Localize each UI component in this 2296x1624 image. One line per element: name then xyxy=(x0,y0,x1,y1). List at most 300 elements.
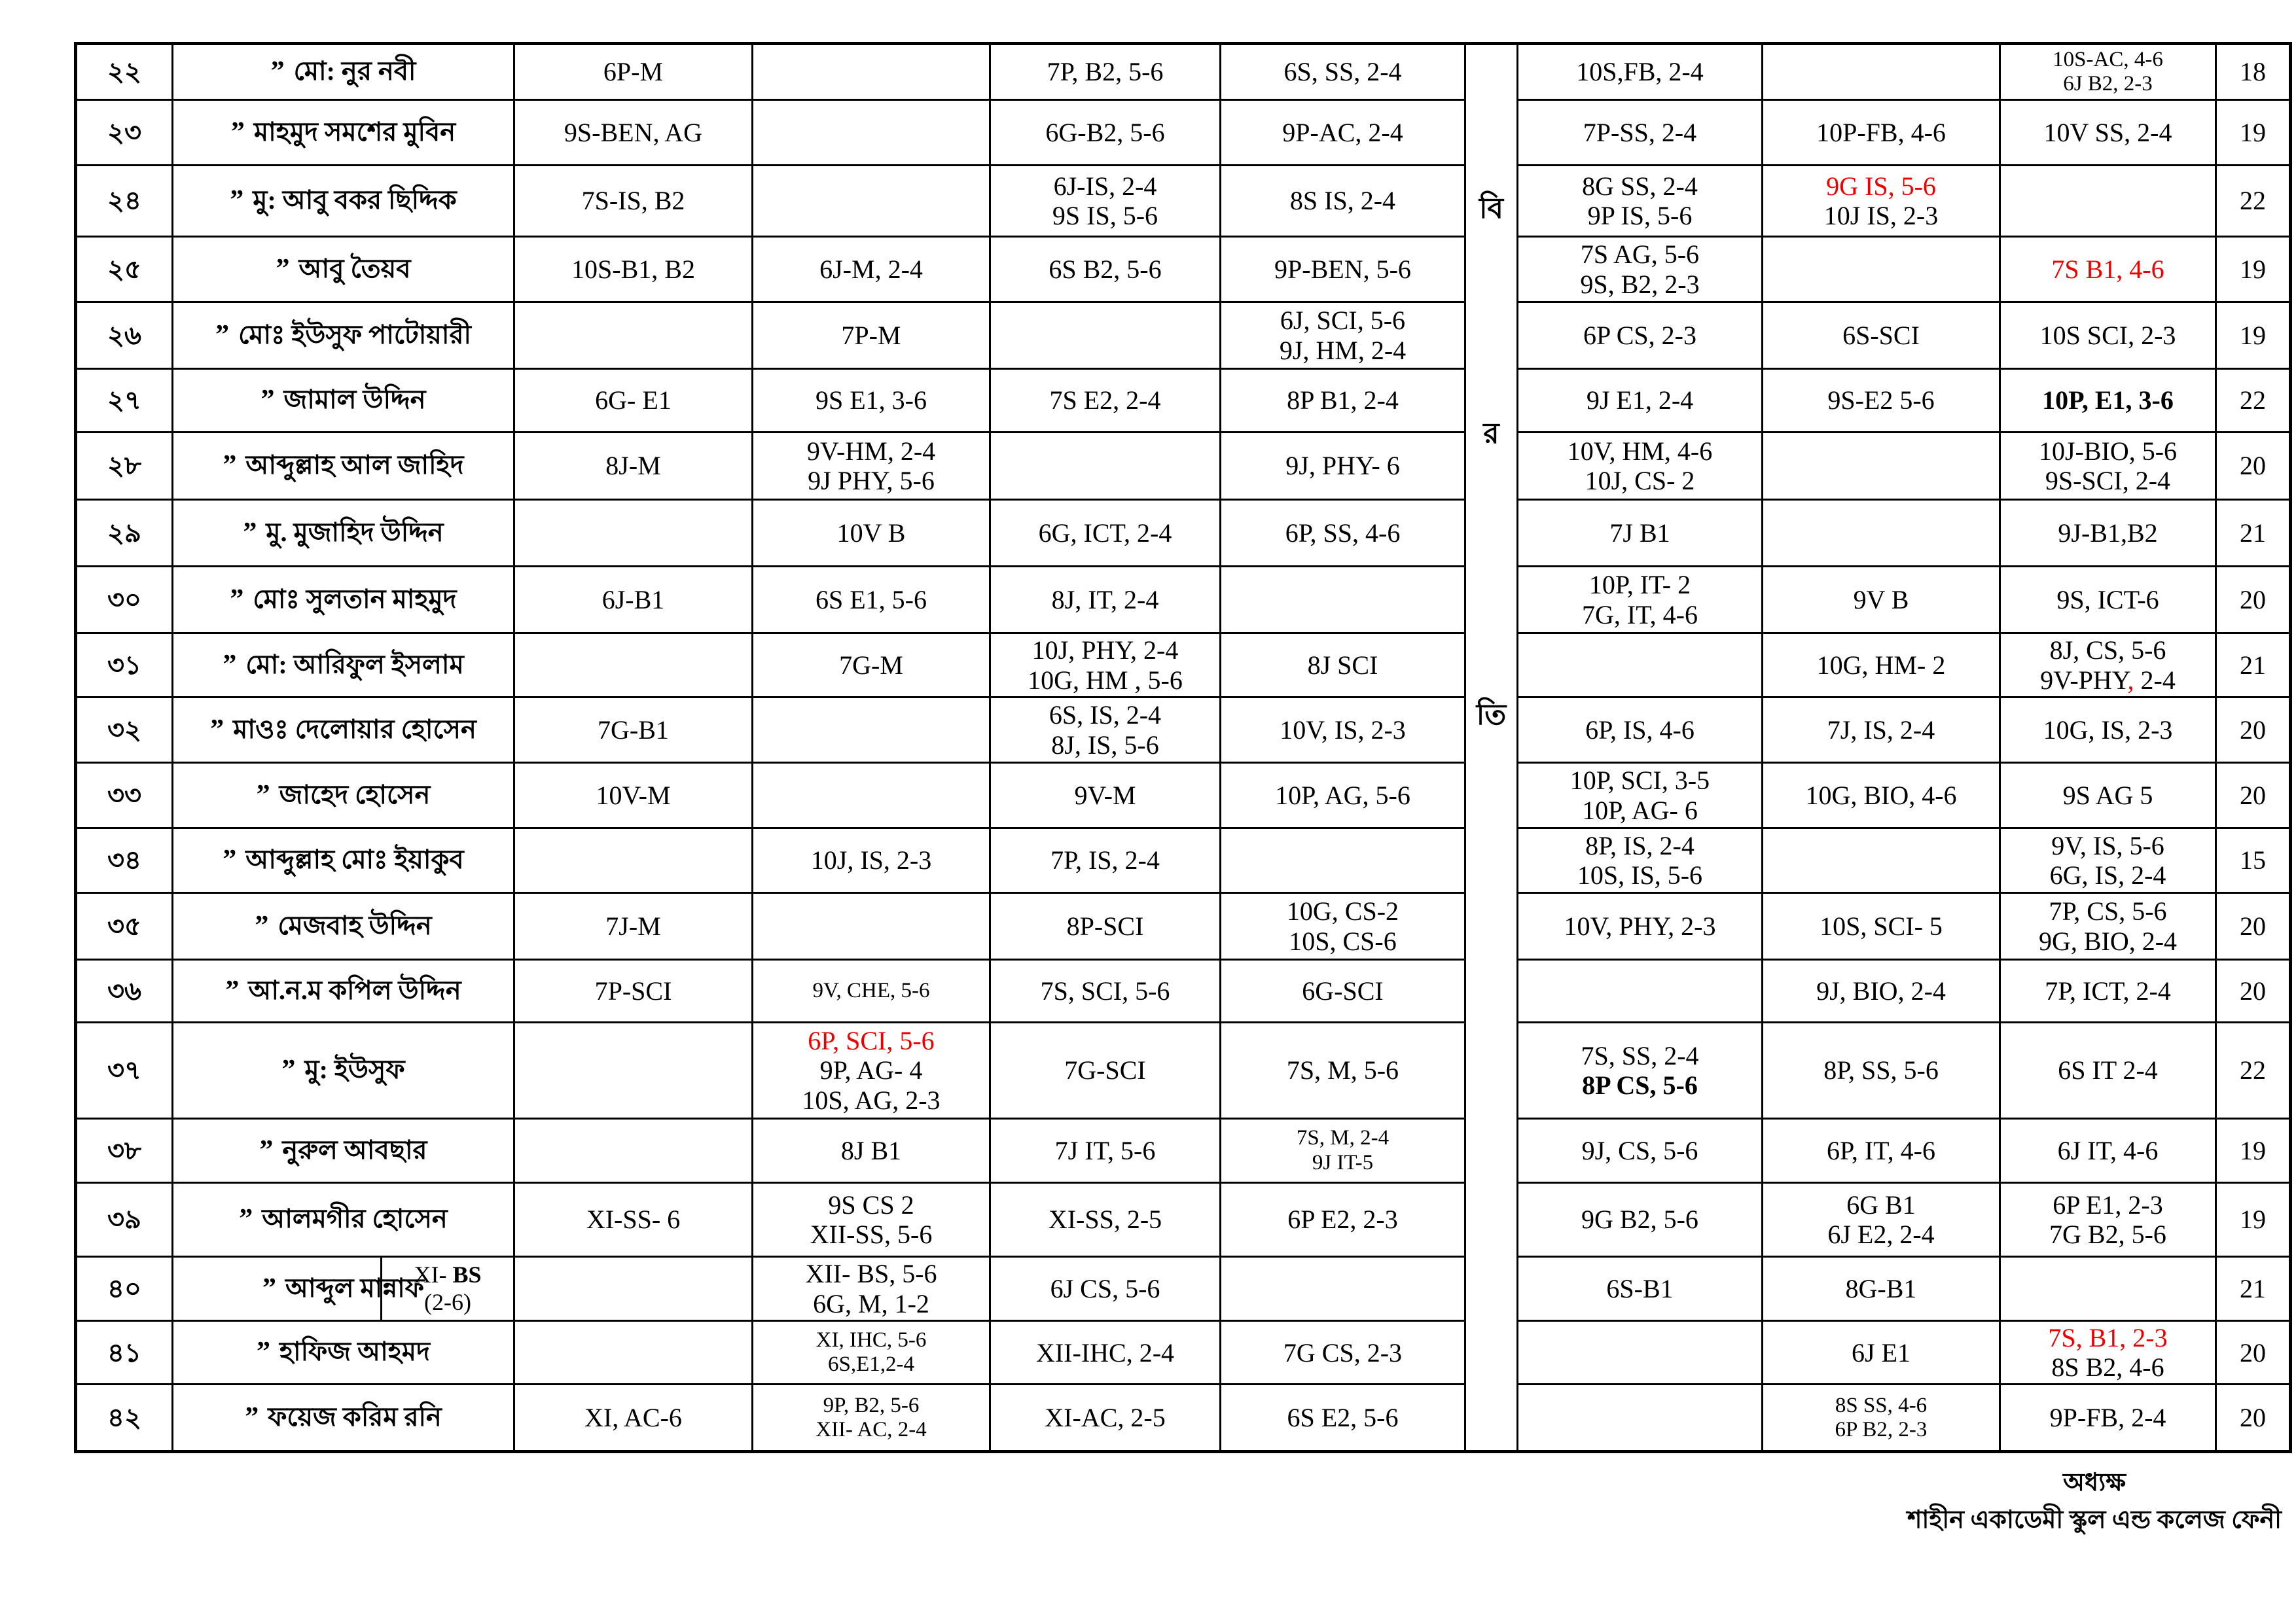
name-subcell xyxy=(380,1258,513,1320)
teacher-name-cell xyxy=(173,960,514,1023)
schedule-line xyxy=(995,781,1215,810)
schedule-line xyxy=(757,1136,985,1165)
schedule-text: 7P-SCI xyxy=(594,976,672,1006)
schedule-cell-c9 xyxy=(1763,237,2000,302)
schedule-cell-c10 xyxy=(2000,237,2216,302)
schedule-cell-c10 xyxy=(2000,1183,2216,1257)
teacher-name: নুরুল আবছার xyxy=(282,1135,427,1165)
schedule-cell-c10 xyxy=(2000,1257,2216,1321)
teacher-name-cell xyxy=(173,697,514,763)
teacher-name: আলমগীর হোসেন xyxy=(262,1204,448,1234)
schedule-cell-c4 xyxy=(753,1257,990,1321)
schedule-text: 6G, ICT, 2-4 xyxy=(1038,518,1172,548)
schedule-cell-c3 xyxy=(514,432,753,500)
schedule-line xyxy=(1522,239,1757,269)
schedule-line xyxy=(1225,976,1460,1006)
serial-cell: ৩০ xyxy=(76,567,173,633)
schedule-line xyxy=(424,1289,471,1316)
schedule-cell-c9 xyxy=(1763,828,2000,893)
schedule-cell-c6 xyxy=(1221,1023,1465,1119)
schedule-line xyxy=(1225,1151,1460,1175)
serial-cell: ২৪ xyxy=(76,166,173,237)
schedule-cell-c4 xyxy=(753,697,990,763)
schedule-cell-c6 xyxy=(1221,1119,1465,1183)
schedule-text: 8P B1, 2-4 xyxy=(1287,385,1399,415)
schedule-text: 9V, CHE, 5-6 xyxy=(812,978,930,1002)
schedule-line xyxy=(757,845,985,875)
schedule-line xyxy=(1225,781,1460,810)
schedule-text: 10S-B1, B2 xyxy=(571,254,695,284)
schedule-line xyxy=(995,118,1215,147)
schedule-cell-c9 xyxy=(1763,763,2000,828)
schedule-cell-c3 xyxy=(514,1183,753,1257)
schedule-cell-c5 xyxy=(990,432,1221,500)
schedule-text: 9S E1, 3-6 xyxy=(816,385,927,415)
schedule-line xyxy=(1522,831,1757,860)
schedule-text: 9S-BEN, AG xyxy=(564,117,703,147)
schedule-text: 6P, SCI, 5-6 xyxy=(808,1026,935,1056)
schedule-cell-c6 xyxy=(1221,237,1465,302)
schedule-cell-c3 xyxy=(514,302,753,369)
break-letter: র xyxy=(1483,417,1499,450)
schedule-cell-c5 xyxy=(990,1321,1221,1385)
serial-cell: ৩৮ xyxy=(76,1119,173,1183)
schedule-text: 9G, BIO, 2-4 xyxy=(2038,926,2178,956)
ditto-mark: ” xyxy=(225,975,240,1006)
schedule-cell-c4 xyxy=(753,44,990,100)
schedule-cell-c10 xyxy=(2000,1385,2216,1452)
schedule-text: 8G-B1 xyxy=(1845,1273,1917,1303)
schedule-cell-c4 xyxy=(753,1023,990,1119)
serial-cell: ২২ xyxy=(76,44,173,100)
schedule-text: 8J B1 xyxy=(840,1135,902,1165)
schedule-line xyxy=(757,385,985,415)
schedule-cell-c10 xyxy=(2000,1119,2216,1183)
teacher-name: আ.ন.ম কপিল উদ্দিন xyxy=(248,975,461,1005)
schedule-cell-c3 xyxy=(514,1385,753,1452)
school-name: শাহীন একাডেমী স্কুল এন্ড কলেজ ফেনী xyxy=(1907,1506,2282,1534)
schedule-cell-c10 xyxy=(2000,633,2216,697)
schedule-line xyxy=(519,976,747,1006)
schedule-text: 7P, CS, 5-6 xyxy=(2049,896,2167,927)
schedule-cell-c4 xyxy=(753,166,990,237)
schedule-text: XI-AC, 2-5 xyxy=(1045,1403,1166,1433)
schedule-cell-c9 xyxy=(1763,893,2000,960)
schedule-line xyxy=(1767,781,1995,810)
schedule-text: 7S, B1, 2-3 xyxy=(2048,1323,2168,1352)
schedule-text: 6J, SCI, 5-6 xyxy=(1280,306,1406,336)
schedule-cell-c4 xyxy=(753,1119,990,1183)
teacher-name: মো: নুর নবী xyxy=(293,56,416,86)
schedule-text: 2-4 xyxy=(2134,665,2176,695)
schedule-line xyxy=(757,1352,985,1377)
schedule-cell-c6 xyxy=(1221,432,1465,500)
schedule-line xyxy=(1767,1190,1995,1220)
schedule-cell-c9 xyxy=(1763,1321,2000,1385)
schedule-cell-c5 xyxy=(990,828,1221,893)
schedule-line xyxy=(995,385,1215,415)
schedule-cell-c9 xyxy=(1763,500,2000,567)
schedule-cell-c4 xyxy=(753,500,990,567)
schedule-text: 6G-SCI xyxy=(1302,976,1384,1006)
schedule-cell-c9 xyxy=(1763,369,2000,432)
table-row xyxy=(76,1183,2291,1257)
schedule-line xyxy=(995,1403,1215,1432)
serial-cell: ৩৯ xyxy=(76,1183,173,1257)
schedule-line xyxy=(2005,255,2211,284)
schedule-cell-c8 xyxy=(1518,432,1763,500)
schedule-text: 10G, IS, 2-3 xyxy=(2043,715,2173,745)
schedule-cell-c9 xyxy=(1763,1183,2000,1257)
schedule-text: 9V, IS, 5-6 xyxy=(2051,830,2164,860)
schedule-text: 10V B xyxy=(836,518,906,548)
break-letter: বি xyxy=(1479,192,1504,225)
serial-cell: ৩৭ xyxy=(76,1023,173,1119)
table-row xyxy=(76,432,2291,500)
schedule-line xyxy=(1225,57,1460,86)
schedule-text: 7J B1 xyxy=(1609,518,1670,548)
schedule-text: XI-SS, 2-5 xyxy=(1048,1205,1162,1235)
schedule-text: 6S-SCI xyxy=(1842,320,1920,350)
total-periods-cell: 20 xyxy=(2216,567,2291,633)
schedule-cell-c6 xyxy=(1221,44,1465,100)
schedule-cell-c10 xyxy=(2000,100,2216,166)
schedule-text: 6P E2, 2-3 xyxy=(1287,1205,1398,1235)
schedule-line xyxy=(1522,1041,1757,1070)
schedule-cell-c3 xyxy=(514,44,753,100)
table-row xyxy=(76,893,2291,960)
schedule-cell-c3 xyxy=(514,567,753,633)
principal-title: অধ্যক্ষ xyxy=(2062,1469,2126,1496)
schedule-line xyxy=(2005,896,2211,926)
schedule-line xyxy=(1522,466,1757,495)
ditto-mark: ” xyxy=(243,517,257,548)
schedule-text: 9S-SCI, 2-4 xyxy=(2045,466,2171,495)
schedule-cell-c10 xyxy=(2000,1321,2216,1385)
schedule-line xyxy=(1767,585,1995,614)
schedule-line xyxy=(1767,1136,1995,1165)
schedule-line xyxy=(757,255,985,284)
schedule-text: 7S, SCI, 5-6 xyxy=(1040,976,1170,1006)
schedule-line xyxy=(1225,927,1460,956)
schedule-cell-c6 xyxy=(1221,763,1465,828)
schedule-text: 7S, SS, 2-4 xyxy=(1581,1040,1699,1070)
schedule-text: XI-SS- 6 xyxy=(586,1205,681,1235)
schedule-line xyxy=(1225,650,1460,680)
schedule-cell-c6 xyxy=(1221,633,1465,697)
schedule-line xyxy=(1767,1055,1995,1085)
table-row xyxy=(76,633,2291,697)
schedule-line xyxy=(1522,57,1757,86)
schedule-line xyxy=(1225,896,1460,926)
schedule-cell-c9 xyxy=(1763,1385,2000,1452)
schedule-line xyxy=(2005,665,2211,695)
schedule-line xyxy=(1767,1220,1995,1249)
schedule-line xyxy=(1767,201,1995,230)
serial-cell: ৩১ xyxy=(76,633,173,697)
schedule-line xyxy=(995,976,1215,1006)
ditto-mark: ” xyxy=(281,1055,296,1086)
schedule-text: 7S, M, 2-4 xyxy=(1296,1126,1390,1150)
schedule-line xyxy=(519,715,747,745)
schedule-text: 8S IS, 2-4 xyxy=(1289,186,1396,216)
teacher-name: মোঃ সুলতান মাহমুদ xyxy=(253,584,457,614)
schedule-text: 9V-HM, 2-4 xyxy=(806,436,936,466)
teacher-name: মু: ইউসুফ xyxy=(304,1055,405,1085)
schedule-text: 6P, IT, 4-6 xyxy=(1827,1135,1935,1165)
schedule-text: 9J, HM, 2-4 xyxy=(1279,335,1407,365)
total-periods-cell: 20 xyxy=(2216,960,2291,1023)
serial-cell: ৩২ xyxy=(76,697,173,763)
schedule-text: 9S, B2, 2-3 xyxy=(1580,269,1700,299)
schedule-text: 6G- E1 xyxy=(595,385,672,415)
schedule-cell-c5 xyxy=(990,100,1221,166)
schedule-text: 10J-BIO, 5-6 xyxy=(2038,436,2178,466)
schedule-cell-c10 xyxy=(2000,1023,2216,1119)
schedule-cell-c6 xyxy=(1221,960,1465,1023)
schedule-line xyxy=(995,845,1215,875)
schedule-line xyxy=(995,518,1215,548)
teacher-name: হাফিজ আহমদ xyxy=(279,1337,430,1367)
schedule-line xyxy=(2005,48,2211,72)
schedule-line xyxy=(995,57,1215,86)
schedule-line xyxy=(2005,1055,2211,1085)
schedule-cell-c10 xyxy=(2000,697,2216,763)
schedule-line xyxy=(2005,118,2211,147)
schedule-text: XI- xyxy=(414,1262,453,1288)
schedule-text: 10V, PHY, 2-3 xyxy=(1564,911,1716,941)
schedule-cell-c5 xyxy=(990,960,1221,1023)
schedule-line xyxy=(2005,1403,2211,1432)
ditto-mark: ” xyxy=(255,910,269,941)
schedule-text: 6S E1, 5-6 xyxy=(816,584,927,614)
schedule-text: 10S, CS-6 xyxy=(1289,926,1397,956)
schedule-cell-c3 xyxy=(514,697,753,763)
schedule-line xyxy=(2005,1190,2211,1220)
schedule-line xyxy=(1522,321,1757,350)
schedule-text: 10S-AC, 4-6 xyxy=(2053,47,2163,71)
total-periods-cell: 22 xyxy=(2216,369,2291,432)
schedule-cell-c5 xyxy=(990,1119,1221,1183)
schedule-text: 9J PHY, 5-6 xyxy=(808,466,935,495)
schedule-text: 8G SS, 2-4 xyxy=(1582,171,1698,201)
schedule-line xyxy=(2005,1323,2211,1352)
total-periods-cell: 19 xyxy=(2216,302,2291,369)
ditto-mark: ” xyxy=(230,584,244,614)
serial-cell: ৪২ xyxy=(76,1385,173,1452)
schedule-text: 8P, IS, 2-4 xyxy=(1585,830,1695,860)
ditto-mark: ” xyxy=(270,56,285,87)
schedule-cell-c5 xyxy=(990,500,1221,567)
schedule-text: 9V B xyxy=(1853,584,1909,614)
teacher-name-cell xyxy=(173,1119,514,1183)
teacher-name: মো: আরিফুল ইসলাম xyxy=(245,649,464,679)
schedule-cell-c10 xyxy=(2000,960,2216,1023)
schedule-cell-c6 xyxy=(1221,1183,1465,1257)
schedule-line xyxy=(1767,118,1995,147)
teacher-name: মাওঃ দেলোয়ার হোসেন xyxy=(233,714,476,744)
schedule-line xyxy=(1522,118,1757,147)
schedule-text: 7S AG, 5-6 xyxy=(1580,239,1700,270)
schedule-cell-c4 xyxy=(753,763,990,828)
schedule-text: 8P-SCI xyxy=(1066,911,1144,941)
total-periods-cell: 20 xyxy=(2216,432,2291,500)
schedule-text: 7G CS, 2-3 xyxy=(1283,1337,1403,1368)
ditto-mark: ” xyxy=(210,714,224,745)
schedule-text: 10J IS, 2-3 xyxy=(1823,201,1939,230)
schedule-line xyxy=(1225,451,1460,480)
schedule-cell-c3 xyxy=(514,500,753,567)
schedule-line xyxy=(1522,270,1757,299)
ditto-mark: ” xyxy=(256,779,270,810)
signature-block xyxy=(1905,1464,2284,1539)
schedule-text: 10G, CS-2 xyxy=(1286,896,1399,927)
schedule-line xyxy=(1767,1338,1995,1368)
schedule-text: 10V, HM, 4-6 xyxy=(1567,436,1713,466)
schedule-text: 9S CS 2 xyxy=(828,1190,914,1220)
teacher-name-cell xyxy=(173,633,514,697)
ditto-mark: ” xyxy=(223,845,237,875)
schedule-line xyxy=(2005,860,2211,890)
total-periods-cell: 22 xyxy=(2216,1023,2291,1119)
ditto-mark: ” xyxy=(239,1204,253,1235)
schedule-text: 6J-M, 2-4 xyxy=(819,254,923,284)
schedule-cell-c3 xyxy=(514,828,753,893)
schedule-text: 9P, B2, 5-6 xyxy=(823,1393,920,1417)
ditto-mark: ” xyxy=(245,1402,259,1433)
schedule-text: 9S IS, 5-6 xyxy=(1052,201,1158,230)
schedule-line xyxy=(995,585,1215,614)
schedule-line xyxy=(2005,1136,2211,1165)
schedule-text: XI, AC-6 xyxy=(584,1403,682,1433)
schedule-line xyxy=(1522,715,1757,745)
teacher-name: আব্দুল মান্নাফ xyxy=(285,1273,425,1303)
schedule-text: 9S, ICT-6 xyxy=(2056,584,2159,614)
schedule-cell-c6 xyxy=(1221,166,1465,237)
schedule-cell-c4 xyxy=(753,960,990,1023)
schedule-cell-c8 xyxy=(1518,893,1763,960)
schedule-cell-c8 xyxy=(1518,697,1763,763)
schedule-text: 10V, IS, 2-3 xyxy=(1280,715,1406,745)
schedule-cell-c4 xyxy=(753,369,990,432)
schedule-cell-c3 xyxy=(514,1119,753,1183)
schedule-text: 6P, SS, 4-6 xyxy=(1285,518,1401,548)
schedule-cell-c8 xyxy=(1518,369,1763,432)
serial-cell: ২৯ xyxy=(76,500,173,567)
teacher-name-cell xyxy=(173,1183,514,1257)
schedule-cell-c3 xyxy=(514,893,753,960)
schedule-text: 9G B2, 5-6 xyxy=(1581,1205,1698,1235)
schedule-text: 10V-M xyxy=(596,780,671,810)
total-periods-cell: 20 xyxy=(2216,763,2291,828)
schedule-text: 9J, BIO, 2-4 xyxy=(1816,976,1946,1006)
schedule-line xyxy=(757,466,985,495)
teacher-name: মেজবাহ উদ্দিন xyxy=(278,910,432,940)
schedule-line xyxy=(757,585,985,614)
schedule-cell-c6 xyxy=(1221,369,1465,432)
schedule-cell-c4 xyxy=(753,100,990,166)
schedule-cell-c6 xyxy=(1221,567,1465,633)
serial-cell: ২৬ xyxy=(76,302,173,369)
teacher-name-cell xyxy=(173,237,514,302)
schedule-line xyxy=(2005,72,2211,96)
schedule-text: 7G B2, 5-6 xyxy=(2049,1220,2166,1249)
schedule-text: 10S, SCI- 5 xyxy=(1820,911,1943,941)
schedule-line xyxy=(995,730,1215,760)
schedule-text: 9P IS, 5-6 xyxy=(1587,201,1693,230)
schedule-cell-c6 xyxy=(1221,1385,1465,1452)
schedule-text: 6J E1 xyxy=(1852,1337,1910,1368)
schedule-text: 9P-BEN, 5-6 xyxy=(1274,254,1411,284)
schedule-cell-c8 xyxy=(1518,1183,1763,1257)
schedule-line xyxy=(519,911,747,941)
teacher-name: আব্দুল্লাহ মোঃ ইয়াকুব xyxy=(245,845,464,875)
schedule-text: 8J, IT, 2-4 xyxy=(1051,584,1159,614)
schedule-cell-c8 xyxy=(1518,960,1763,1023)
schedule-cell-c10 xyxy=(2000,369,2216,432)
schedule-cell-c9 xyxy=(1763,960,2000,1023)
schedule-line xyxy=(1767,1274,1995,1303)
teacher-name-cell xyxy=(173,1257,514,1321)
schedule-cell-c6 xyxy=(1221,302,1465,369)
schedule-text: 8P CS, 5-6 xyxy=(1582,1070,1698,1100)
schedule-cell-c9 xyxy=(1763,633,2000,697)
schedule-cell-c8 xyxy=(1518,633,1763,697)
schedule-line xyxy=(1767,321,1995,350)
schedule-text: 8J-M xyxy=(605,451,661,481)
table-row xyxy=(76,828,2291,893)
schedule-text: 6G, IS, 2-4 xyxy=(2049,860,2166,890)
table-row xyxy=(76,697,2291,763)
schedule-text: 9J E1, 2-4 xyxy=(1586,385,1694,415)
schedule-cell-c9 xyxy=(1763,302,2000,369)
schedule-cell-c6 xyxy=(1221,100,1465,166)
schedule-text: 9V-PHY xyxy=(2040,665,2128,695)
schedule-cell-c8 xyxy=(1518,166,1763,237)
schedule-cell-c6 xyxy=(1221,1321,1465,1385)
schedule-text: 10J, CS- 2 xyxy=(1585,466,1695,495)
schedule-cell-c3 xyxy=(514,763,753,828)
schedule-text: 7P, B2, 5-6 xyxy=(1047,57,1164,87)
schedule-line xyxy=(1767,911,1995,941)
teacher-name: মু. মুজাহিদ উদ্দিন xyxy=(266,517,444,547)
schedule-line xyxy=(1522,1205,1757,1234)
schedule-text: 7G-SCI xyxy=(1064,1055,1146,1086)
schedule-line xyxy=(1767,1418,1995,1442)
schedule-line xyxy=(1225,1338,1460,1368)
serial-cell: ৩৫ xyxy=(76,893,173,960)
schedule-line xyxy=(1522,385,1757,415)
ditto-mark: ” xyxy=(260,385,275,415)
schedule-cell-c3 xyxy=(514,1321,753,1385)
table-row xyxy=(76,369,2291,432)
schedule-text: 6J IT, 4-6 xyxy=(2057,1135,2159,1165)
schedule-cell-c4 xyxy=(753,1321,990,1385)
schedule-line xyxy=(995,635,1215,665)
schedule-line xyxy=(1225,336,1460,365)
total-periods-cell: 19 xyxy=(2216,237,2291,302)
teacher-name-cell xyxy=(173,1385,514,1452)
schedule-line xyxy=(757,1190,985,1220)
schedule-text: 6S IT 2-4 xyxy=(2058,1055,2158,1086)
schedule-cell-c6 xyxy=(1221,893,1465,960)
schedule-text: 10G, HM , 5-6 xyxy=(1028,665,1183,695)
ditto-mark: ” xyxy=(223,450,237,481)
schedule-cell-c3 xyxy=(514,100,753,166)
total-periods-cell: 20 xyxy=(2216,697,2291,763)
schedule-line xyxy=(1767,976,1995,1006)
schedule-cell-c4 xyxy=(753,432,990,500)
